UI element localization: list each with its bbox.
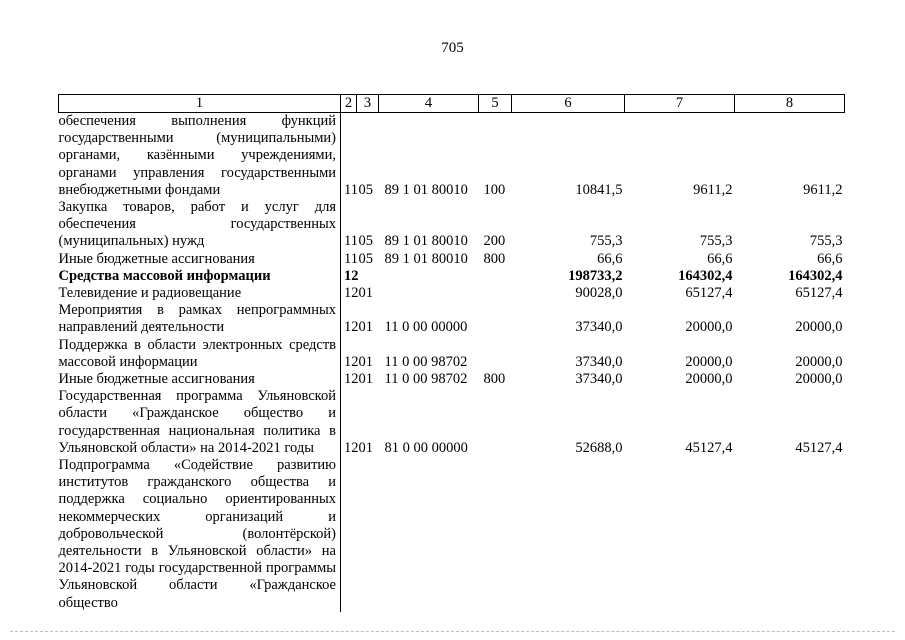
row-subsection: 05 [358, 250, 373, 267]
row-subsection: 05 [358, 233, 373, 250]
row-expense-type [479, 268, 512, 285]
row-description: Иные бюджетные ассигнования [59, 251, 341, 268]
row-amount-1: 66,6 [597, 250, 623, 267]
col-header-2: 2 [341, 95, 357, 113]
row-amount-3: 20000,0 [795, 353, 843, 370]
row-expense-type [479, 457, 512, 612]
row-expense-type [479, 337, 512, 371]
table-row [59, 371, 845, 388]
row-expense-type [479, 302, 512, 336]
col-header-3: 3 [357, 95, 379, 113]
row-section: 12 [344, 371, 359, 388]
row-target-code: 89 1 01 80010 [384, 250, 468, 267]
row-subsection [357, 457, 379, 612]
col-header-4: 4 [379, 95, 479, 113]
row-expense-type [479, 388, 512, 457]
row-subsection: 01 [358, 439, 373, 456]
row-target-code: 11 0 00 98702 [384, 371, 468, 388]
col-header-5: 5 [479, 95, 512, 113]
row-section: 12 [344, 353, 359, 370]
col-header-1: 1 [59, 95, 341, 113]
scan-edge-divider [10, 631, 895, 634]
row-description: Иные бюджетные ассигнования [59, 371, 341, 388]
row-amount-1: 37340,0 [575, 371, 623, 388]
row-amount-3 [735, 457, 845, 612]
row-amount-1: 198733,2 [568, 267, 623, 284]
table-row [59, 199, 845, 251]
row-section: 12 [344, 267, 359, 284]
row-subsection: 01 [358, 371, 373, 388]
row-amount-3: 66,6 [817, 250, 843, 267]
row-amount-3: 65127,4 [795, 285, 843, 302]
row-description: Подпрограмма «Содействие развитию институтов гражданского общества и поддержка социально ориентированных некоммерческих организаций и добровольческой (волонтёрской) деятельности в Ульяновской области» на 2014-2021 годы государственной программы Ульяновской области «Гражданское общество [59, 457, 341, 612]
row-amount-3: 164302,4 [788, 267, 843, 284]
row-amount-1: 37340,0 [575, 353, 623, 370]
table-row [59, 302, 845, 336]
row-amount-2: 9611,2 [693, 181, 733, 198]
row-target-code [379, 457, 479, 612]
row-description: Государственная программа Ульяновской области «Гражданское общество и государственная национальная политика в Ульяновской области» на 2014-2021 годы [59, 388, 341, 457]
table-row [59, 268, 845, 285]
row-target-code [379, 285, 479, 302]
page-number: 705 [441, 40, 464, 56]
row-subsection: 05 [358, 181, 373, 198]
row-amount-3: 20000,0 [795, 319, 843, 336]
table-body [59, 113, 845, 612]
col-header-7: 7 [625, 95, 735, 113]
row-subsection: 01 [358, 353, 373, 370]
row-description: Средства массовой информации [59, 268, 341, 285]
table-row [59, 388, 845, 457]
col-header-8: 8 [735, 95, 845, 113]
row-target-code: 89 1 01 80010 [384, 181, 468, 198]
table-row [59, 337, 845, 371]
row-description: обеспечения выполнения функций государственными (муниципальными) органами, казёнными учреждениями, органами управления государственными внебюджетными фондами [59, 113, 341, 200]
row-section: 11 [344, 233, 358, 250]
row-target-code: 89 1 01 80010 [384, 233, 468, 250]
row-amount-3: 45127,4 [795, 439, 843, 456]
budget-table [58, 94, 845, 612]
row-amount-2: 20000,0 [685, 353, 733, 370]
row-section: 12 [344, 439, 359, 456]
row-amount-1: 90028,0 [575, 285, 623, 302]
row-amount-2: 20000,0 [685, 319, 733, 336]
table-row [59, 251, 845, 268]
row-amount-2: 66,6 [707, 250, 733, 267]
row-subsection [357, 268, 379, 285]
row-amount-2: 45127,4 [685, 439, 733, 456]
row-subsection: 01 [358, 319, 373, 336]
row-target-code: 81 0 00 00000 [384, 439, 468, 456]
row-target-code [379, 268, 479, 285]
row-amount-1: 10841,5 [575, 181, 623, 198]
table-row [59, 285, 845, 302]
row-expense-type: 100 [483, 181, 506, 198]
row-description: Мероприятия в рамках непрограммных направлений деятельности [59, 302, 341, 336]
row-section: 12 [344, 285, 359, 302]
row-subsection: 01 [358, 285, 373, 302]
row-target-code: 11 0 00 00000 [384, 319, 468, 336]
row-description: Поддержка в области электронных средств массовой информации [59, 337, 341, 371]
row-description: Закупка товаров, работ и услуг для обеспечения государственных (муниципальных) нужд [59, 199, 341, 251]
row-amount-2: 164302,4 [678, 267, 733, 284]
row-section: 11 [344, 181, 358, 198]
row-amount-1: 755,3 [589, 233, 623, 250]
row-amount-3: 755,3 [809, 233, 843, 250]
row-amount-2: 65127,4 [685, 285, 733, 302]
table-row [59, 113, 845, 200]
row-section: 12 [344, 319, 359, 336]
row-section [341, 457, 357, 612]
row-expense-type: 200 [483, 233, 506, 250]
row-amount-2: 20000,0 [685, 371, 733, 388]
row-amount-3: 9611,2 [803, 181, 843, 198]
col-header-6: 6 [512, 95, 625, 113]
row-amount-1 [512, 457, 625, 612]
row-target-code: 11 0 00 98702 [384, 353, 468, 370]
row-expense-type: 800 [483, 371, 506, 388]
row-amount-1: 52688,0 [575, 439, 623, 456]
row-amount-3: 20000,0 [795, 371, 843, 388]
row-description: Телевидение и радиовещание [59, 285, 341, 302]
row-amount-2 [625, 457, 735, 612]
row-amount-2: 755,3 [699, 233, 733, 250]
row-expense-type [479, 285, 512, 302]
header-row [59, 95, 845, 113]
table-row [59, 457, 845, 612]
row-expense-type: 800 [483, 250, 506, 267]
row-section: 11 [344, 250, 358, 267]
row-amount-1: 37340,0 [575, 319, 623, 336]
